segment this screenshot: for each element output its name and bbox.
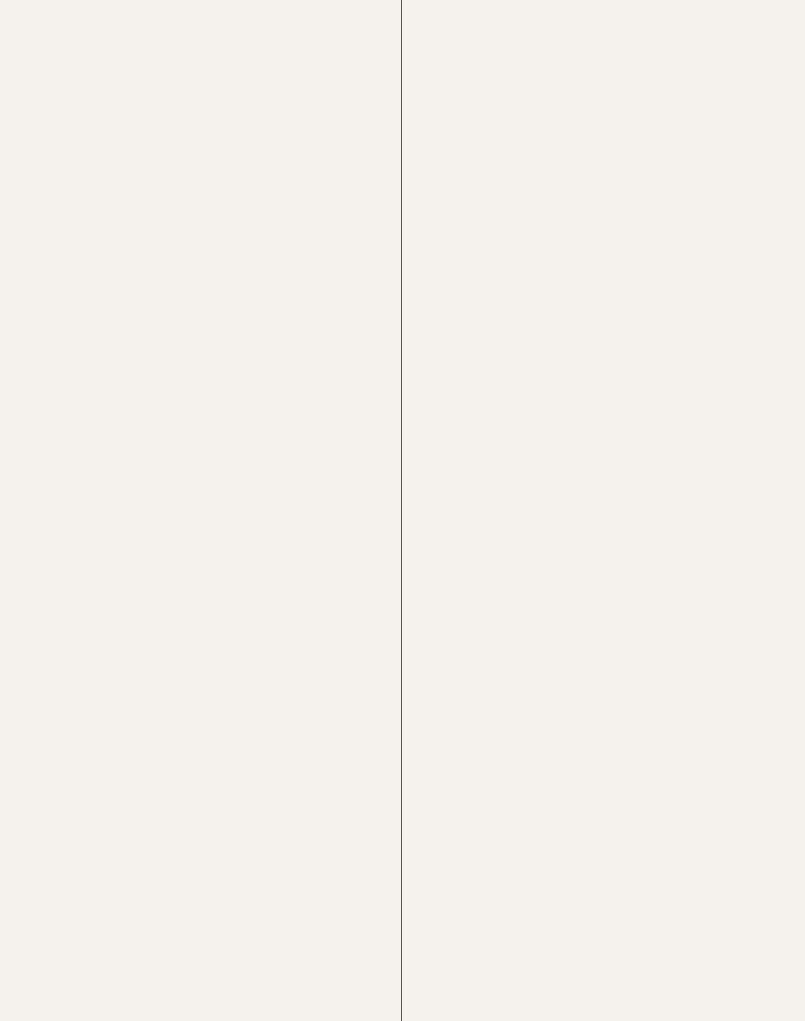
column-divider: [401, 0, 402, 1021]
column-left: [8, 4, 398, 1019]
column-right: [408, 4, 798, 1019]
